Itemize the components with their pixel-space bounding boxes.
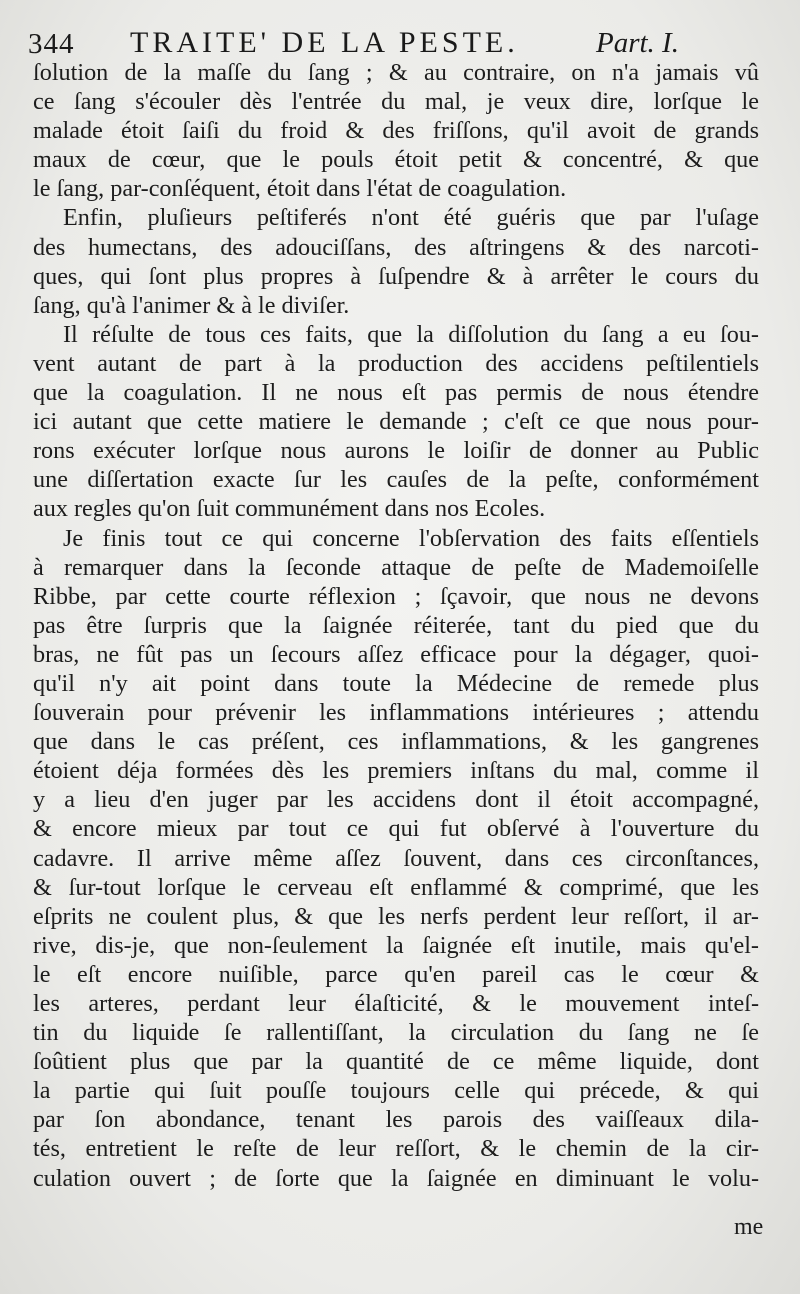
text-line: des humectans, des adouciſſans, des aſtringens & des narcoti- xyxy=(33,233,759,261)
part-label: Part. I. xyxy=(596,27,679,59)
text-line: rive, dis-je, que non-ſeulement la ſaignée eſt inutile, mais qu'el- xyxy=(33,931,759,959)
page-number: 344 xyxy=(28,28,75,60)
text-line: ſouverain pour prévenir les inflammations intérieures ; attendu xyxy=(33,699,759,727)
text-line: ce ſang s'écouler dès l'entrée du mal, je veux dire, lorſque le xyxy=(33,88,759,116)
text-line: ſolution de la maſſe du ſang ; & au contraire, on n'a jamais vû xyxy=(33,59,759,86)
catchword: me xyxy=(734,1214,764,1240)
text-line: que dans le cas préſent, ces inflammations, & les gangrenes xyxy=(33,728,759,756)
text-line: Je finis tout ce qui concerne l'obſervation des faits eſſentiels xyxy=(63,524,759,552)
text-line: qu'il n'y ait point dans toute la Médecine de remede plus xyxy=(33,669,759,697)
text-line: la partie qui ſuit pouſſe toujours celle qui précede, & qui xyxy=(33,1077,759,1105)
text-line: & encore mieux par tout ce qui fut obſervé à l'ouverture du xyxy=(33,815,759,843)
text-line: y a lieu d'en juger par les accidens dont il étoit accompagné, xyxy=(33,786,759,814)
text-line: ſang, qu'à l'animer & à le diviſer. xyxy=(33,291,350,319)
text-line: ſoûtient plus que par la quantité de ce même liquide, dont xyxy=(33,1048,759,1076)
text-line: étoient déja formées dès les premiers inſtans du mal, comme il xyxy=(33,757,759,785)
text-line: Ribbe, par cette courte réflexion ; ſçavoir, que nous ne devons xyxy=(33,582,759,610)
text-line: tin du liquide ſe rallentiſſant, la circulation du ſang ne ſe xyxy=(33,1019,759,1047)
running-header xyxy=(28,22,768,62)
text-line: malade étoit ſaiſi du froid & des friſſons, qu'il avoit de grands xyxy=(33,117,759,145)
text-line: que la coagulation. Il ne nous eſt pas permis de nous étendre xyxy=(33,379,759,407)
text-line: tés, entretient le reſte de leur reſſort, & le chemin de la cir- xyxy=(33,1135,759,1163)
text-line: le eſt encore nuiſible, parce qu'en pareil cas le cœur & xyxy=(33,960,759,988)
text-line: à remarquer dans la ſeconde attaque de peſte de Mademoiſelle xyxy=(33,553,759,581)
text-line: le ſang, par-conſéquent, étoit dans l'état de coagulation. xyxy=(33,175,567,203)
text-line: les arteres, perdant leur élaſticité, & le mouvement inteſ- xyxy=(33,990,759,1017)
text-line: rons exécuter lorſque nous aurons le loiſir de donner au Public xyxy=(33,437,759,465)
text-line: cadavre. Il arrive même aſſez ſouvent, dans ces circonſtances, xyxy=(33,844,759,872)
text-line: vent autant de part à la production des accidens peſtilentiels xyxy=(33,349,759,377)
text-line: par ſon abondance, tenant les parois des vaiſſeaux dila- xyxy=(33,1106,759,1134)
text-line: culation ouvert ; de ſorte que la ſaignée en diminuant le volu- xyxy=(33,1164,759,1192)
text-line: eſprits ne coulent plus, & que les nerfs perdent leur reſſort, il ar- xyxy=(33,902,759,930)
text-line: ici autant que cette matiere le demande ; c'eſt ce que nous pour- xyxy=(33,408,759,436)
text-line: ques, qui ſont plus propres à ſuſpendre & à arrêter le cours du xyxy=(33,262,759,290)
text-line: une diſſertation exacte ſur les cauſes de la peſte, conformément xyxy=(33,466,759,494)
body-text xyxy=(33,58,759,1193)
text-line: Il réſulte de tous ces faits, que la diſſolution du ſang a eu ſou- xyxy=(63,320,759,348)
text-line: Enfin, pluſieurs peſtiferés n'ont été guéris que par l'uſage xyxy=(63,204,759,232)
text-line: aux regles qu'on ſuit communément dans nos Ecoles. xyxy=(33,495,546,523)
text-line: & ſur-tout lorſque le cerveau eſt enflammé & comprimé, que les xyxy=(33,873,759,901)
text-line: bras, ne fût pas un ſecours aſſez efficace pour la dégager, quoi- xyxy=(33,640,759,668)
running-title: TRAITE' DE LA PESTE. xyxy=(130,26,519,59)
text-line: pas être ſurpris que la ſaignée réiterée, tant du pied que du xyxy=(33,611,759,639)
text-line: maux de cœur, que le pouls étoit petit & concentré, & que xyxy=(33,146,759,174)
